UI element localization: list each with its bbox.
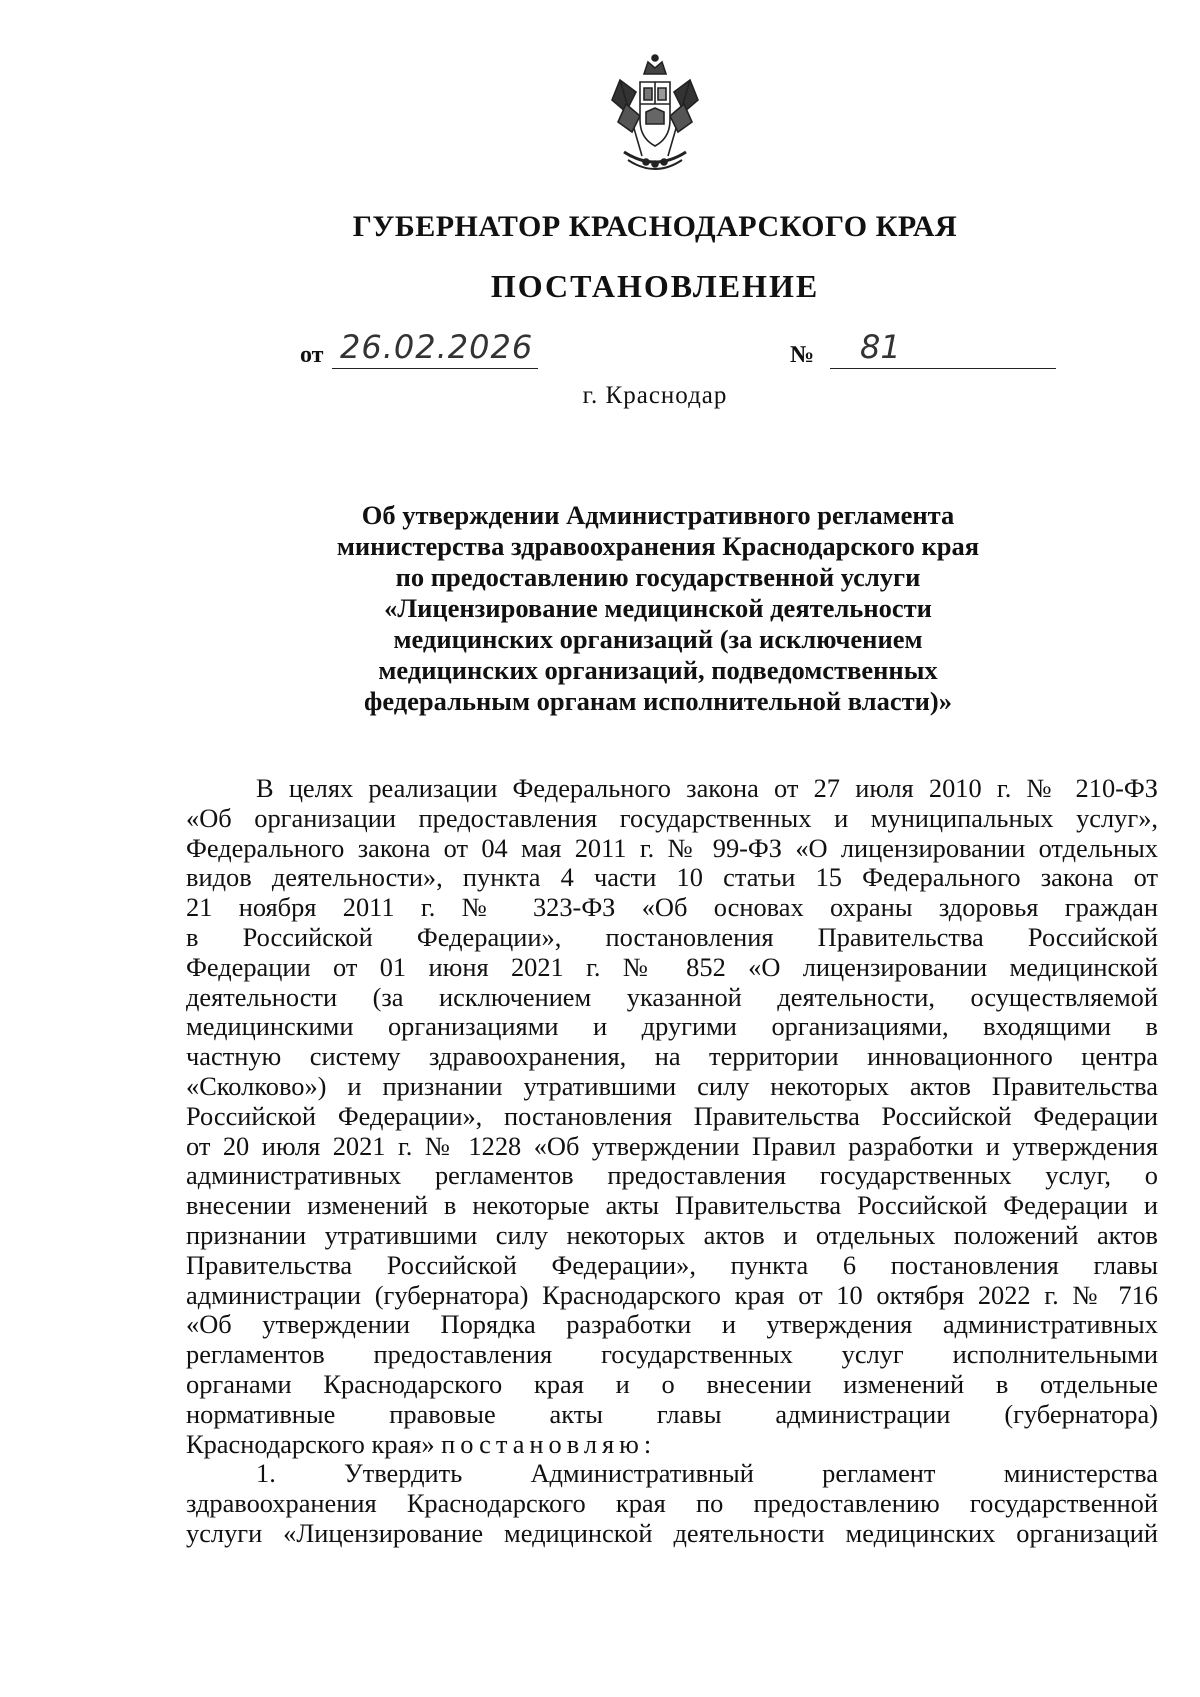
title-line: «Лицензирование медицинской деятельности	[384, 593, 932, 623]
date-value-handwritten: 26.02.2026	[340, 328, 534, 366]
body-line: регламентов предоставления государственных услуг исполнительными	[186, 1339, 1158, 1370]
krasnodar-coat-of-arms-emblem	[606, 52, 704, 180]
body-line: В целях реализации Федерального закона от 27 июля 2010 г. № 210-ФЗ	[256, 773, 1158, 803]
body-last-prefix: Краснодарского края»	[186, 1428, 435, 1459]
body-line: «Сколково») и признании утратившими силу некоторых актов Правительства	[186, 1070, 1158, 1101]
number-label: №	[790, 342, 815, 368]
body-line: в Российской Федерации», постановления Правительства Российской	[186, 921, 1158, 952]
body-line: Правительства Российской Федерации», пункта 6 постановления главы	[186, 1249, 1158, 1280]
preamble-text	[186, 774, 1158, 1549]
issuing-authority: ГУБЕРНАТОР КРАСНОДАРСКОГО КРАЯ	[352, 210, 958, 243]
body-line: от 20 июля 2021 г. № 1228 «Об утверждении Правил разработки и утверждения	[186, 1130, 1158, 1161]
number-value-handwritten: 81	[860, 328, 901, 366]
body-line: «Об утверждении Порядка разработки и утверждения административных	[186, 1309, 1158, 1340]
item-1-line: здравоохранения Краснодарского края по предоставлению государственной	[186, 1488, 1158, 1519]
body-line: органами Краснодарского края и о внесении изменений в отдельные	[186, 1368, 1158, 1399]
body-line: видов деятельности», пункта 4 части 10 статьи 15 Федерального закона от	[186, 862, 1158, 893]
body-line: нормативные правовые акты главы администрации (губернатора)	[186, 1398, 1158, 1429]
body-line: признании утратившими силу некоторых актов и отдельных положений актов	[186, 1219, 1158, 1250]
body-line: администрации (губернатора) Краснодарского края от 10 октября 2022 г. № 716	[186, 1279, 1158, 1310]
title-line: медицинских организаций (за исключением	[393, 624, 923, 654]
body-line: медицинскими организациями и другими организациями, входящими в	[186, 1011, 1158, 1042]
title-line: министерства здравоохранения Краснодарского края	[336, 531, 980, 561]
body-line: 21 ноября 2011 г. № 323-ФЗ «Об основах охраны здоровья граждан	[186, 892, 1158, 923]
body-line: деятельности (за исключением указанной деятельности, осуществляемой	[186, 981, 1158, 1012]
date-label: от	[300, 342, 324, 368]
body-line: Федерации от 01 июня 2021 г. № 852 «О лицензировании медицинской	[186, 951, 1158, 982]
body-line-decree	[186, 1430, 1158, 1460]
date-number-row	[300, 330, 1060, 376]
body-line: административных регламентов предоставления государственных услуг, о	[186, 1160, 1158, 1191]
title-line: медицинских организаций, подведомственных	[378, 655, 938, 685]
number-underline	[830, 368, 1056, 369]
title-line: по предоставлению государственной услуги	[395, 562, 921, 592]
body-line: Федерального закона от 04 мая 2011 г. № 99-ФЗ «О лицензировании отдельных	[186, 832, 1158, 863]
document-title	[300, 500, 1016, 717]
date-underline	[332, 368, 538, 369]
title-line: Об утверждении Административного регламента	[361, 500, 955, 530]
body-line: Российской Федерации», постановления Правительства Российской Федерации	[186, 1100, 1158, 1131]
body-line: внесении изменений в некоторые акты Правительства Российской Федерации и	[186, 1190, 1158, 1221]
item-1-line: услуги «Лицензирование медицинской деятельности медицинских организаций	[186, 1517, 1158, 1548]
document-type: ПОСТАНОВЛЕНИЕ	[490, 268, 820, 304]
item-1-line: 1. Утвердить Административный регламент министерства	[256, 1458, 1158, 1489]
body-line: «Об организации предоставления государственных и муниципальных услуг»,	[186, 802, 1158, 833]
title-line: федеральным органам исполнительной власти)»	[364, 686, 952, 716]
city: г. Краснодар	[582, 382, 728, 409]
decree-word: постановляю:	[441, 1428, 657, 1459]
body-line: частную систему здравоохранения, на территории инновационного центра	[186, 1041, 1158, 1072]
